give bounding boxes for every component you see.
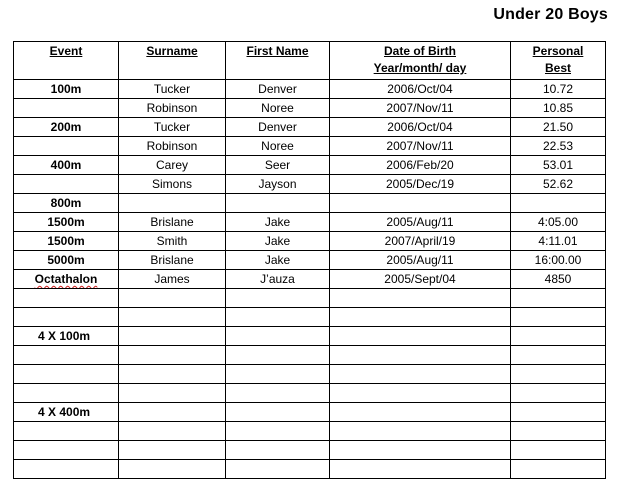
surname-cell	[119, 403, 226, 422]
event-cell	[14, 460, 119, 479]
surname-cell	[119, 327, 226, 346]
first-name-cell	[226, 289, 330, 308]
header-event: Event	[14, 42, 119, 80]
personal-best-cell: 52.62	[511, 175, 606, 194]
surname-cell	[119, 441, 226, 460]
first-name-cell: Jake	[226, 232, 330, 251]
surname-cell	[119, 460, 226, 479]
personal-best-cell	[511, 365, 606, 384]
personal-best-cell: 22.53	[511, 137, 606, 156]
table-row	[14, 422, 606, 441]
table-row	[14, 460, 606, 479]
personal-best-cell: 53.01	[511, 156, 606, 175]
event-cell	[14, 346, 119, 365]
date-of-birth-cell	[330, 346, 511, 365]
header-surname: Surname	[119, 42, 226, 80]
surname-cell: Tucker	[119, 118, 226, 137]
first-name-cell: Seer	[226, 156, 330, 175]
event-cell: 400m	[14, 156, 119, 175]
surname-cell	[119, 422, 226, 441]
header-personal-best: Personal Best	[511, 42, 606, 80]
personal-best-cell	[511, 289, 606, 308]
surname-cell	[119, 365, 226, 384]
date-of-birth-cell: 2005/Aug/11	[330, 251, 511, 270]
first-name-cell	[226, 403, 330, 422]
first-name-cell: Jake	[226, 251, 330, 270]
table-row	[14, 213, 606, 232]
first-name-cell	[226, 422, 330, 441]
table-row	[14, 118, 606, 137]
surname-cell: Tucker	[119, 80, 226, 99]
date-of-birth-cell	[330, 422, 511, 441]
personal-best-cell	[511, 403, 606, 422]
date-of-birth-cell	[330, 365, 511, 384]
event-cell	[14, 99, 119, 118]
table-row	[14, 403, 606, 422]
date-of-birth-cell	[330, 460, 511, 479]
table-row	[14, 251, 606, 270]
surname-cell	[119, 308, 226, 327]
date-of-birth-cell	[330, 194, 511, 213]
personal-best-cell: 10.85	[511, 99, 606, 118]
table-row	[14, 137, 606, 156]
surname-cell: Brislane	[119, 213, 226, 232]
first-name-cell: Noree	[226, 137, 330, 156]
date-of-birth-cell	[330, 289, 511, 308]
event-cell: 4 X 400m	[14, 403, 119, 422]
table-row	[14, 80, 606, 99]
personal-best-cell	[511, 384, 606, 403]
first-name-cell	[226, 308, 330, 327]
page-title: Under 20 Boys	[493, 6, 608, 23]
first-name-cell: Noree	[226, 99, 330, 118]
surname-cell: James	[119, 270, 226, 289]
date-of-birth-cell	[330, 308, 511, 327]
table-row	[14, 308, 606, 327]
event-cell: 200m	[14, 118, 119, 137]
event-cell	[14, 365, 119, 384]
surname-cell: Carey	[119, 156, 226, 175]
first-name-cell	[226, 365, 330, 384]
surname-cell: Simons	[119, 175, 226, 194]
table-row	[14, 365, 606, 384]
personal-best-cell	[511, 327, 606, 346]
table-row	[14, 175, 606, 194]
event-cell: 100m	[14, 80, 119, 99]
event-cell: 1500m	[14, 232, 119, 251]
table-row	[14, 99, 606, 118]
date-of-birth-cell: 2007/Nov/11	[330, 137, 511, 156]
first-name-cell	[226, 384, 330, 403]
event-cell	[14, 441, 119, 460]
event-cell	[14, 175, 119, 194]
date-of-birth-cell: 2005/Sept/04	[330, 270, 511, 289]
date-of-birth-cell	[330, 403, 511, 422]
surname-cell	[119, 384, 226, 403]
surname-cell	[119, 346, 226, 365]
event-label: Octathalon	[34, 272, 98, 286]
first-name-cell	[226, 441, 330, 460]
first-name-cell: Jayson	[226, 175, 330, 194]
table-row	[14, 441, 606, 460]
personal-best-cell: 21.50	[511, 118, 606, 137]
surname-cell	[119, 194, 226, 213]
surname-cell: Robinson	[119, 99, 226, 118]
first-name-cell	[226, 327, 330, 346]
header-date-of-birth: Date of Birth Year/month/ day	[330, 42, 511, 80]
first-name-cell	[226, 194, 330, 213]
event-cell: 800m	[14, 194, 119, 213]
first-name-cell: J’auza	[226, 270, 330, 289]
event-cell	[14, 384, 119, 403]
surname-cell	[119, 289, 226, 308]
table-row	[14, 289, 606, 308]
personal-best-cell: 4:05.00	[511, 213, 606, 232]
date-of-birth-cell: 2006/Oct/04	[330, 80, 511, 99]
date-of-birth-cell: 2005/Aug/11	[330, 213, 511, 232]
header-row	[14, 42, 606, 80]
date-of-birth-cell: 2006/Oct/04	[330, 118, 511, 137]
table-row	[14, 232, 606, 251]
first-name-cell	[226, 346, 330, 365]
date-of-birth-cell	[330, 441, 511, 460]
personal-best-cell	[511, 441, 606, 460]
personal-best-cell	[511, 460, 606, 479]
table-row	[14, 327, 606, 346]
event-cell	[14, 422, 119, 441]
personal-best-cell	[511, 308, 606, 327]
first-name-cell: Denver	[226, 80, 330, 99]
personal-best-cell: 4:11.01	[511, 232, 606, 251]
surname-cell: Smith	[119, 232, 226, 251]
first-name-cell	[226, 460, 330, 479]
personal-best-cell: 10.72	[511, 80, 606, 99]
event-cell: 4 X 100m	[14, 327, 119, 346]
table-row	[14, 270, 606, 289]
table-row	[14, 156, 606, 175]
table-body	[14, 80, 606, 479]
results-table	[13, 41, 606, 479]
event-cell	[14, 289, 119, 308]
date-of-birth-cell: 2007/Nov/11	[330, 99, 511, 118]
event-cell	[14, 308, 119, 327]
date-of-birth-cell: 2007/April/19	[330, 232, 511, 251]
personal-best-cell	[511, 194, 606, 213]
header-first-name: First Name	[226, 42, 330, 80]
first-name-cell: Denver	[226, 118, 330, 137]
event-cell	[14, 270, 119, 289]
surname-cell: Brislane	[119, 251, 226, 270]
personal-best-cell	[511, 422, 606, 441]
date-of-birth-cell	[330, 384, 511, 403]
first-name-cell: Jake	[226, 213, 330, 232]
table-row	[14, 384, 606, 403]
personal-best-cell	[511, 346, 606, 365]
event-cell: 1500m	[14, 213, 119, 232]
personal-best-cell: 16:00.00	[511, 251, 606, 270]
event-cell	[14, 137, 119, 156]
personal-best-cell: 4850	[511, 270, 606, 289]
table-row	[14, 194, 606, 213]
event-cell: 5000m	[14, 251, 119, 270]
table-row	[14, 346, 606, 365]
date-of-birth-cell: 2006/Feb/20	[330, 156, 511, 175]
surname-cell: Robinson	[119, 137, 226, 156]
date-of-birth-cell	[330, 327, 511, 346]
date-of-birth-cell: 2005/Dec/19	[330, 175, 511, 194]
